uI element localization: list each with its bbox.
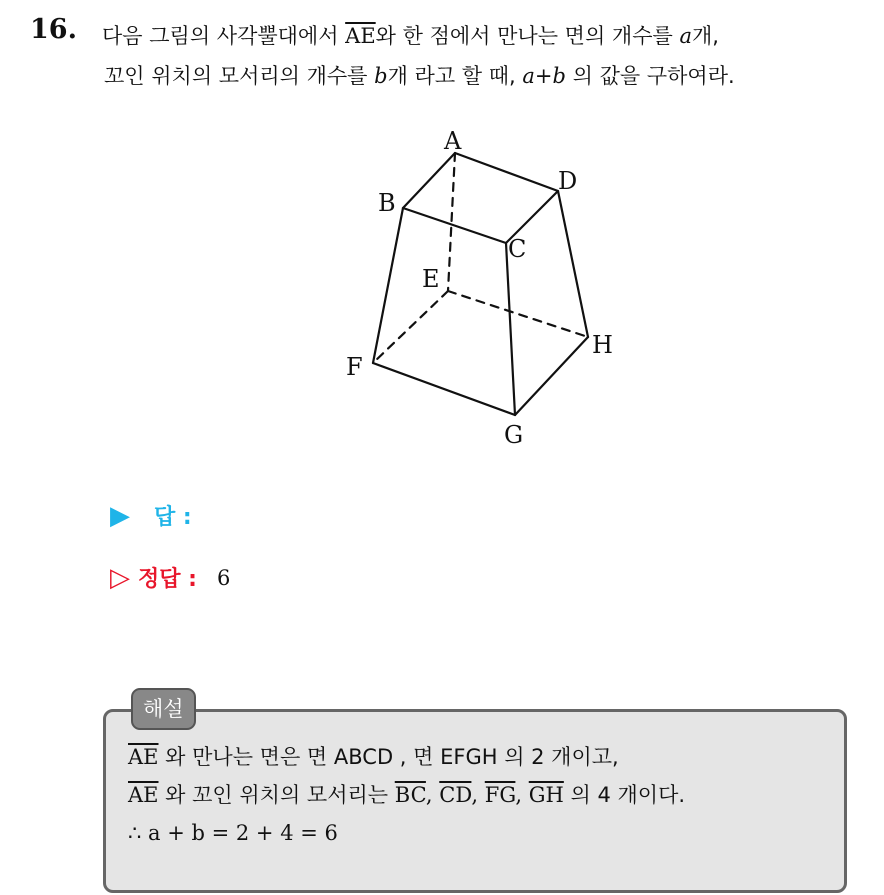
edge-fg [373, 363, 515, 415]
correct-label: 정답 : [138, 567, 197, 592]
face-abcd [403, 153, 558, 243]
edge-dh [558, 191, 588, 337]
q2-text-a: 꼬인 위치의 모서리의 개수를 [104, 64, 375, 88]
sol2-segment-cd: $\overline{CD}$ [439, 783, 472, 807]
label-d: D [558, 167, 578, 195]
question-line-1 [102, 16, 735, 56]
correct-answer-row [110, 562, 230, 593]
solution-text [128, 738, 685, 852]
label-a: A [444, 127, 462, 155]
edge-ae-hidden [448, 153, 455, 291]
solution-tab: 해설 [131, 688, 196, 730]
edge-gh [515, 337, 588, 415]
q2-var-b: b [374, 64, 388, 88]
q1-segment-ae: $\overline{AE}$ [345, 24, 376, 48]
sol2-segment-ae: $\overline{AE}$ [128, 783, 159, 807]
q2-text-c: 의 값을 구하여라. [565, 64, 735, 88]
label-c: C [508, 235, 527, 263]
label-g: G [504, 421, 524, 449]
sol2-text-a: 와 꼬인 위치의 모서리는 [158, 783, 395, 807]
q2-expr: a+b [522, 64, 566, 88]
sol2-segment-bc: $\overline{BC}$ [394, 783, 426, 807]
frustum-figure [330, 125, 630, 455]
label-f: F [346, 353, 363, 381]
label-e: E [422, 265, 440, 293]
answer-label: 답 : [154, 505, 192, 530]
solution-box [103, 709, 847, 893]
q1-var-a: a [679, 24, 692, 48]
q2-text-b: 개 라고 할 때, [387, 64, 523, 88]
correct-value: 6 [216, 565, 231, 590]
answer-marker-icon: ▶ [110, 500, 130, 531]
solution-line-2: $\overline{AE}$ 와 꼬인 위치의 모서리는 $\overline{BC}$, $\overline{CD}$, $\overline{FG}$, $\overline{GH}$ 의 4 개이다. [128, 783, 686, 807]
edge-eh-hidden [448, 291, 588, 337]
edge-cg [506, 243, 515, 415]
answer-row [110, 500, 212, 531]
q1-text-c: 개, [691, 24, 719, 48]
label-b: B [378, 189, 396, 217]
q1-text-b: 와 한 점에서 만나는 면의 개수를 [375, 24, 680, 48]
sol2-text-b: 의 4 개이다. [563, 783, 686, 807]
question-line-2 [102, 56, 735, 96]
sol2-segment-gh: $\overline{GH}$ [528, 783, 564, 807]
sol2-segment-fg: $\overline{FG}$ [484, 783, 516, 807]
question-number: 16. [30, 14, 77, 45]
solution-line-3: ∴ a + b = 2 + 4 = 6 [128, 821, 338, 845]
question-text [102, 16, 735, 96]
sol1-text: 와 만나는 면은 면 ABCD , 면 EFGH 의 2 개이고, [158, 745, 619, 769]
correct-marker-icon: ▷ [110, 562, 130, 593]
edge-bf [373, 208, 403, 363]
solution-line-1 [128, 738, 685, 776]
sol1-segment-ae: $\overline{AE}$ [128, 745, 159, 769]
label-h: H [592, 331, 613, 359]
q1-text-a: 다음 그림의 사각뿔대에서 [102, 24, 346, 48]
